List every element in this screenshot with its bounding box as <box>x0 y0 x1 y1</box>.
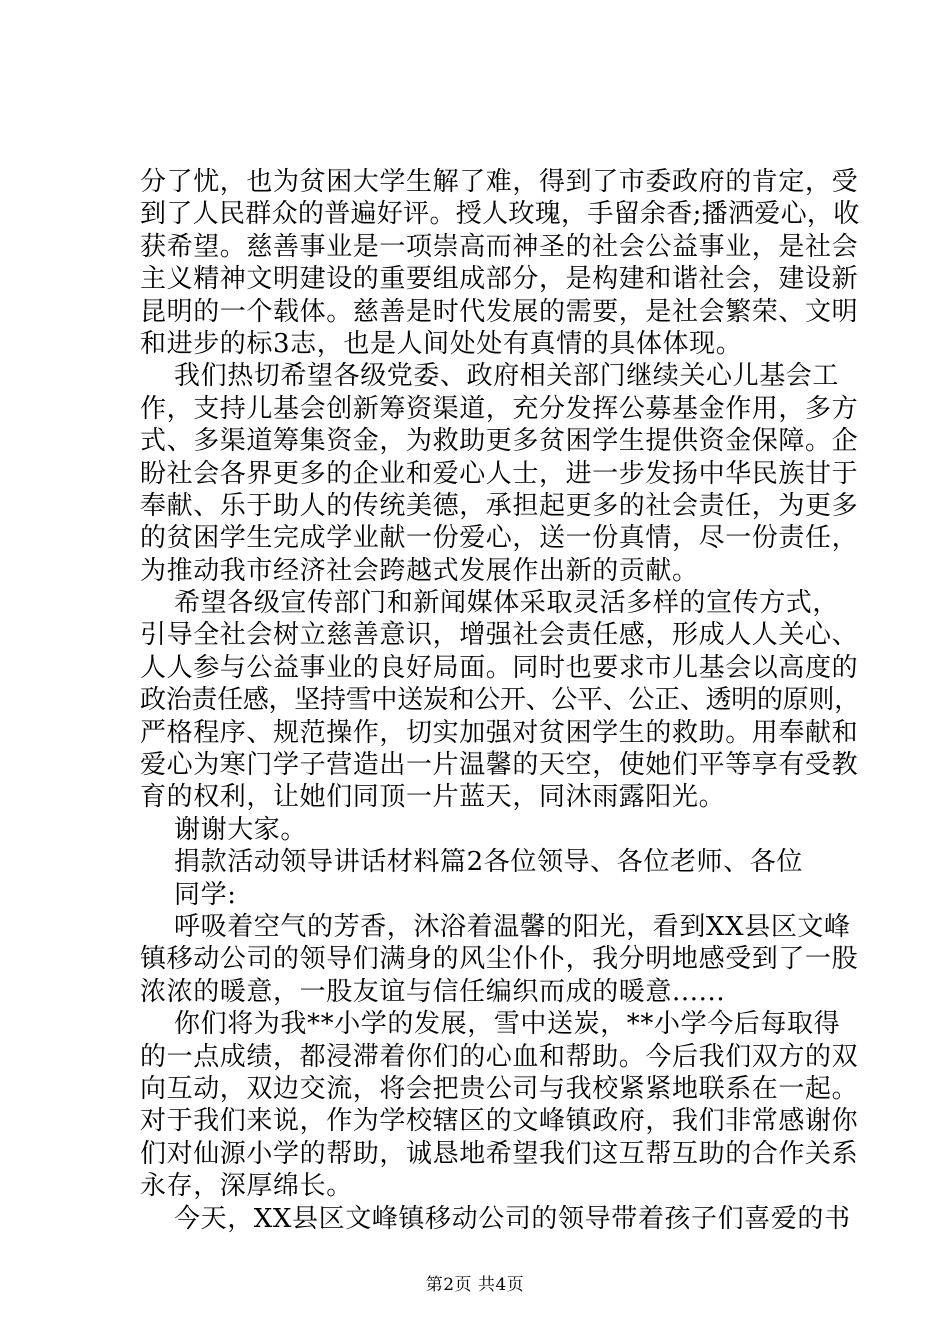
text-line: 捐款活动领导讲话材料篇2各位领导、各位老师、各位 <box>174 847 803 878</box>
text-line: 们对仙源小学的帮助，诚恳地希望我们这互帮互助的合作关系 <box>140 1138 859 1169</box>
text-line: 政治责任感，坚持雪中送炭和公开、公平、公正、透明的原则， <box>140 685 860 716</box>
text-line: 严格程序、规范操作，切实加强对贫困学生的救助。用奉献和 <box>140 717 859 748</box>
text-line: 今天，XX县区文峰镇移动公司的领导带着孩子们喜爱的书 <box>174 1203 851 1234</box>
text-line: 谢谢大家。 <box>174 814 308 845</box>
text-line: 希望各级宣传部门和新闻媒体采取灵活多样的宣传方式， <box>174 588 840 619</box>
text-line: 向互动，双边交流，将会把贵公司与我校紧紧地联系在一起。 <box>140 1073 859 1104</box>
text-line: 的贫困学生完成学业献一份爱心，送一份真情，尽一份责任， <box>140 523 859 554</box>
text-line: 引导全社会树立慈善意识，增强社会责任感，形成人人关心、 <box>140 620 859 651</box>
text-line: 主义精神文明建设的重要组成部分，是构建和谐社会，建设新 <box>140 264 859 295</box>
body-text <box>140 166 860 1235</box>
text-line: 人人参与公益事业的良好局面。同时也要求市儿基会以高度的 <box>140 652 859 683</box>
text-line: 永存，深厚绵长。 <box>140 1171 353 1202</box>
text-line: 呼吸着空气的芳香，沐浴着温馨的阳光，看到XX县区文峰 <box>174 911 851 942</box>
text-line: 你们将为我**小学的发展，雪中送炭，**小学今后每取得 <box>174 1009 841 1040</box>
text-line: 镇移动公司的领导们满身的风尘仆仆，我分明地感受到了一股 <box>140 944 859 975</box>
text-line: 为推动我市经济社会跨越式发展作出新的贡献。 <box>140 555 699 586</box>
text-line: 同学: <box>174 879 237 910</box>
text-line: 获希望。慈善事业是一项崇高而神圣的社会公益事业，是社会 <box>140 231 859 262</box>
text-line: 式、多渠道筹集资金，为救助更多贫困学生提供资金保障。企 <box>140 426 859 457</box>
text-line: 我们热切希望各级党委、政府相关部门继续关心儿基会工 <box>174 361 840 392</box>
text-line: 分了忧，也为贫困大学生解了难，得到了市委政府的肯定，受 <box>140 167 859 197</box>
text-line: 盼社会各界更多的企业和爱心人士，进一步发扬中华民族甘于 <box>140 458 859 489</box>
text-line: 昆明的一个载体。慈善是时代发展的需要，是社会繁荣、文明 <box>140 296 859 327</box>
text-line: 对于我们来说，作为学校辖区的文峰镇政府，我们非常感谢你 <box>140 1106 859 1137</box>
page-footer: 第2页 共4页 <box>425 1275 525 1295</box>
text-line: 和进步的标3志，也是人间处处有真情的具体体现。 <box>140 328 743 359</box>
text-line: 的一点成绩，都浸滞着你们的心血和帮助。今后我们双方的双 <box>140 1041 859 1072</box>
text-line: 育的权利，让她们同顶一片蓝天，同沐雨露阳光。 <box>140 782 726 813</box>
text-line: 浓浓的暖意，一股友谊与信任编织而成的暖意...... <box>140 976 726 1007</box>
text-line: 奉献、乐于助人的传统美德，承担起更多的社会责任，为更多 <box>140 490 859 521</box>
text-line: 爱心为寒门学子营造出一片温馨的天空，使她们平等享有受教 <box>140 750 859 781</box>
text-line: 到了人民群众的普遍好评。授人玫瑰，手留余香;播洒爱心，收 <box>140 199 860 230</box>
text-line: 作，支持儿基会创新筹资渠道，充分发挥公募基金作用，多方 <box>140 393 859 424</box>
